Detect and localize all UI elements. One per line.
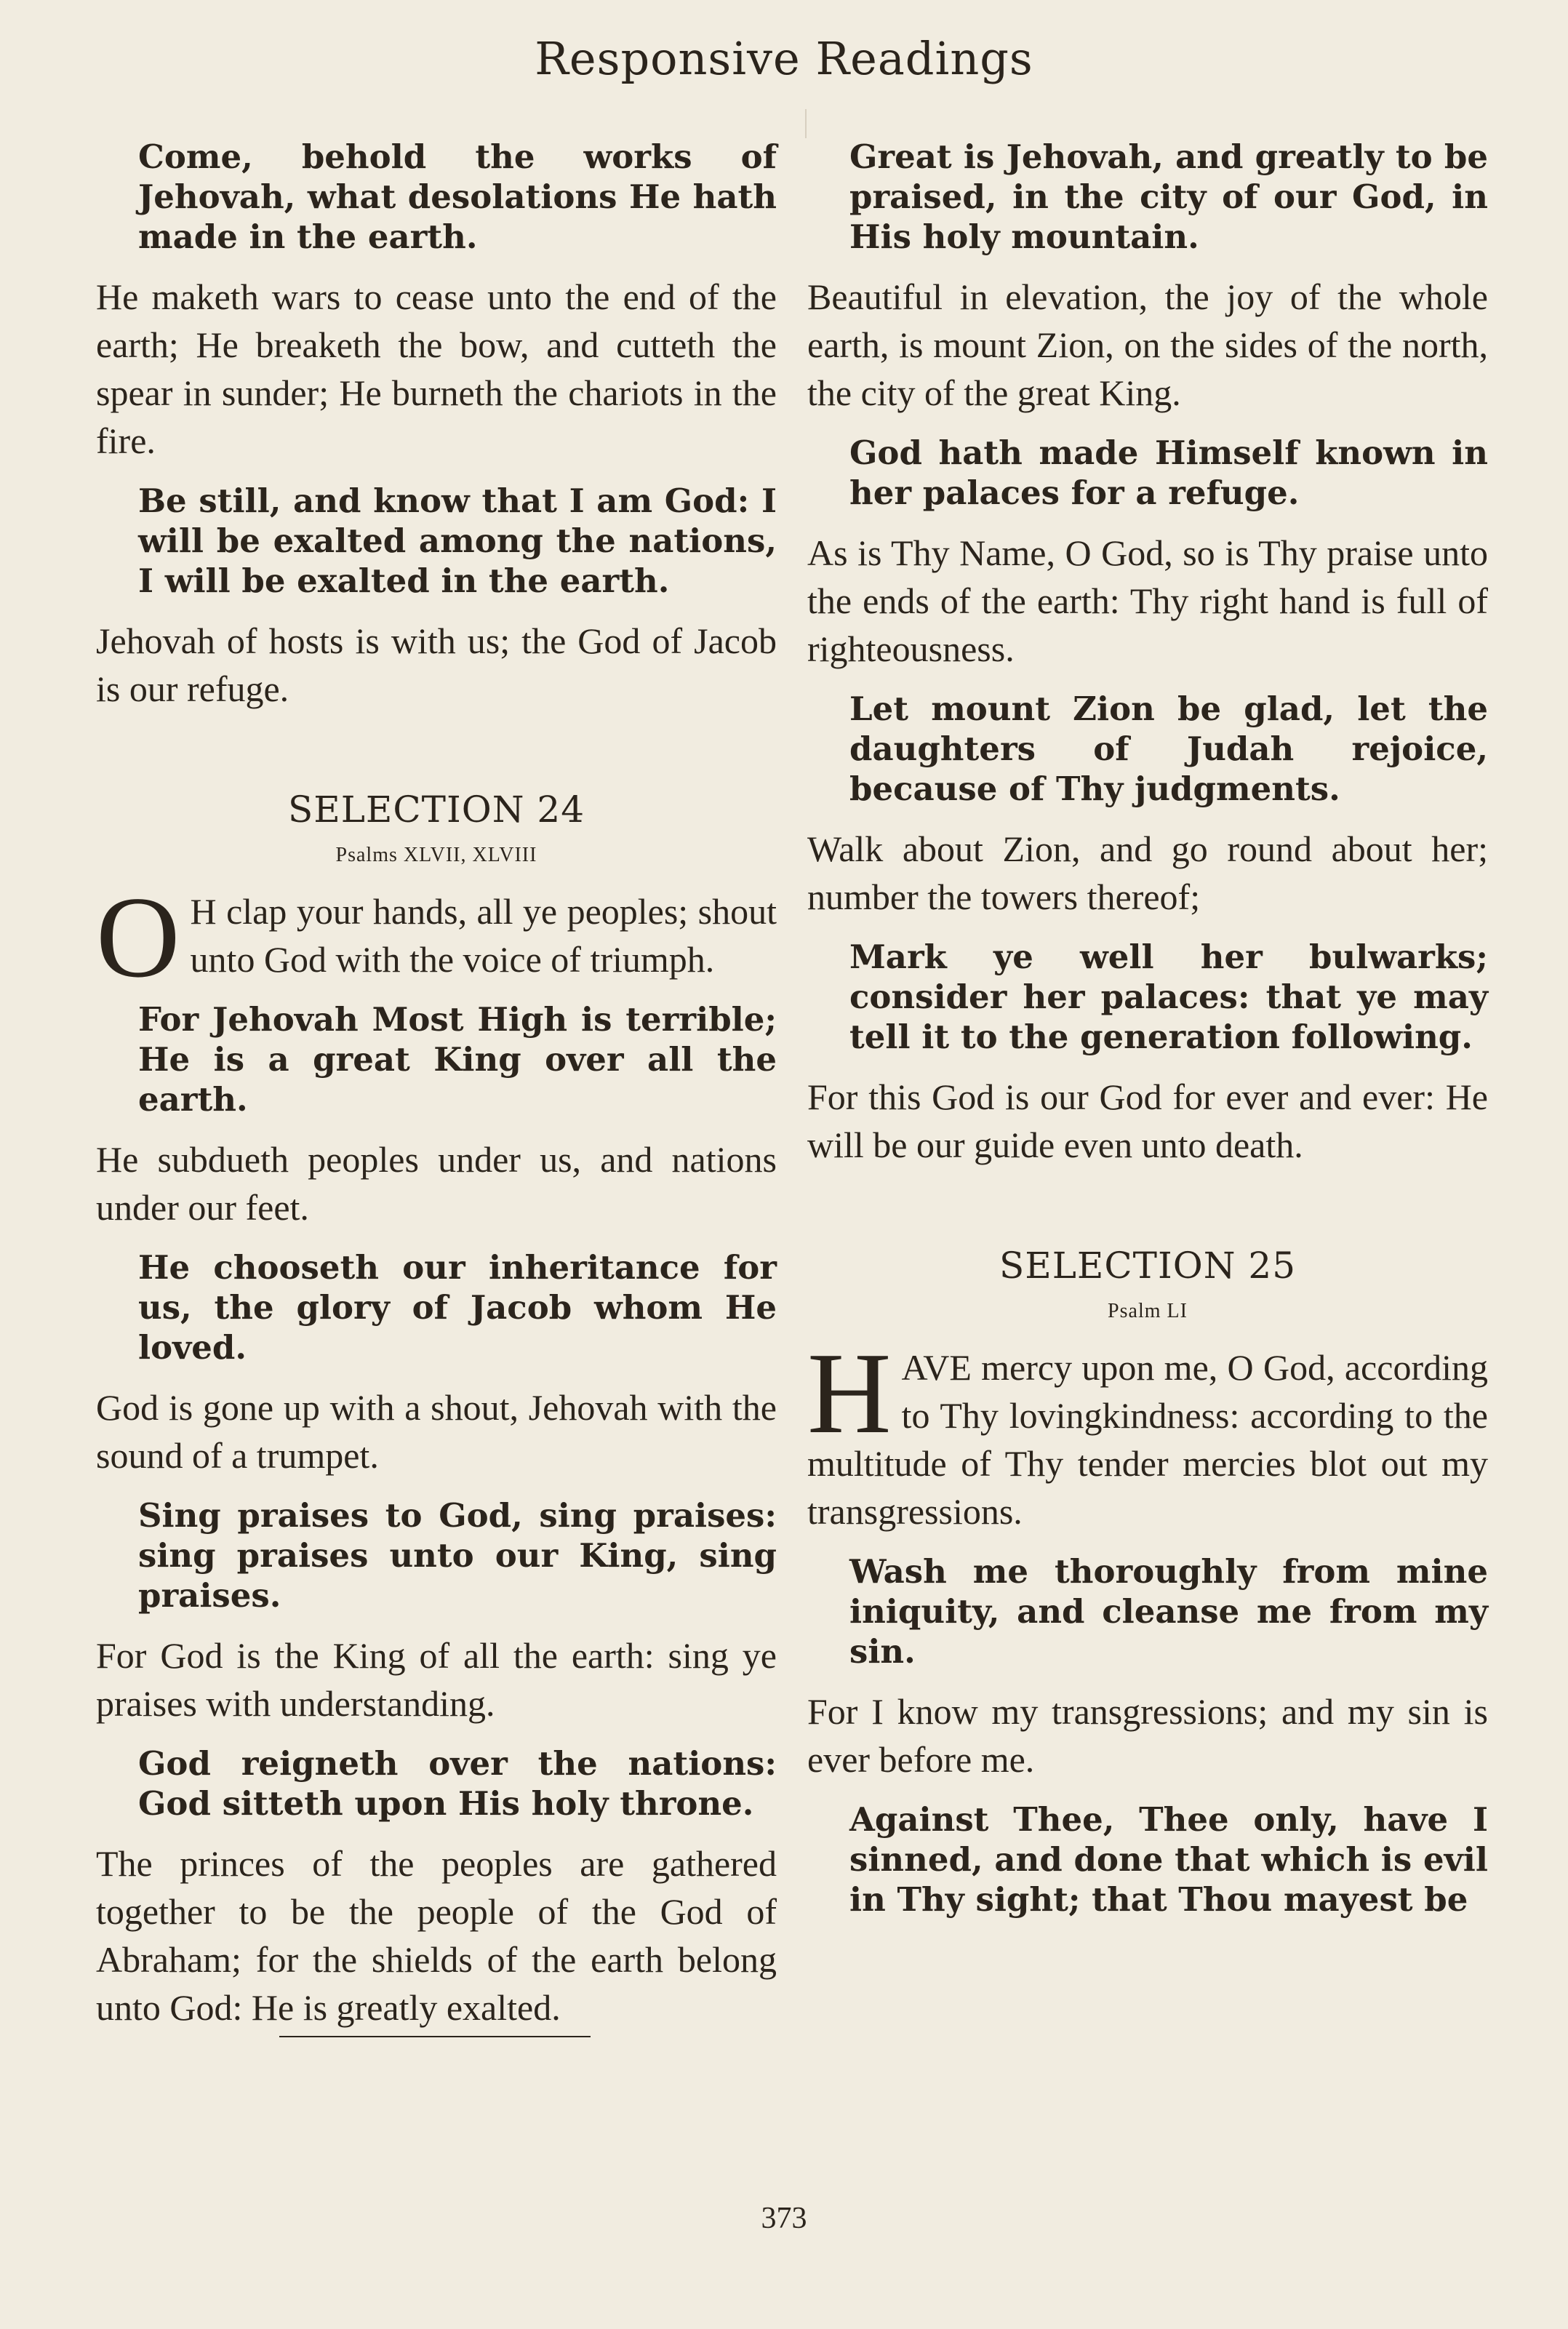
response-line: God reigneth over the nations: God sitteth upon His holy throne. — [138, 1744, 777, 1823]
response-line: Mark ye well her bulwarks; consider her palaces: that ye may tell it to the generation following. — [849, 938, 1488, 1056]
drop-cap: O — [96, 872, 180, 1002]
reading-line: He maketh wars to cease unto the end of the earth; He breaketh the bow, and cutteth the spear in sunder; He burneth the chariots in the fire. — [96, 276, 777, 461]
reading-line: He subdueth peoples under us, and nations under our feet. — [96, 1139, 777, 1228]
response-line: Sing praises to God, sing praises: sing praises unto our King, sing praises. — [138, 1496, 777, 1615]
reading-line: For God is the King of all the earth: sing ye praises with understanding. — [96, 1635, 777, 1724]
reading-line: Jehovah of hosts is with us; the God of Jacob is our refuge. — [96, 620, 777, 709]
left-column — [96, 137, 777, 2037]
selection-title: SELECTION 24 — [287, 788, 585, 831]
reading-line-opening — [96, 872, 777, 1002]
gutter-mark — [805, 109, 807, 138]
response-line: Let mount Zion be glad, let the daughters of Judah rejoice, because of Thy judgments. — [849, 690, 1488, 808]
opening-text: H clap your hands, all ye peoples; shout unto God with the voice of triumph. — [190, 891, 777, 980]
response-line: Great is Jehovah, and greatly to be praised, in the city of our God, in His holy mountain. — [849, 137, 1488, 256]
reading-line: As is Thy Name, O God, so is Thy praise unto the ends of the earth: Thy right hand is full of righteousness. — [807, 532, 1488, 669]
response-line: Against Thee, Thee only, have I sinned, and done that which is evil in Thy sight; that Thou mayest be — [849, 1800, 1488, 1919]
reading-line: God is gone up with a shout, Jehovah with the sound of a trumpet. — [96, 1387, 777, 1476]
response-line: Wash me thoroughly from mine iniquity, and cleanse me from my sin. — [849, 1552, 1488, 1671]
selection-source: Psalms XLVII, XLVIII — [335, 844, 537, 866]
selection-title: SELECTION 25 — [999, 1245, 1297, 1287]
reading-line: The princes of the peoples are gathered together to be the people of the God of Abraham; for the shields of the earth belong unto God: He is greatly exalted. — [96, 1843, 777, 2028]
running-header: Responsive Readings — [535, 32, 1033, 85]
reading-line: Beautiful in elevation, the joy of the whole earth, is mount Zion, on the sides of the north, the city of the great King. — [807, 276, 1488, 413]
response-line: Be still, and know that I am God: I will be exalted among the nations, I will be exalted in the earth. — [138, 482, 777, 600]
drop-cap: H — [807, 1328, 892, 1458]
page-number: 373 — [761, 2202, 807, 2235]
reading-line: For this God is our God for ever and ever: He will be our guide even unto death. — [807, 1076, 1488, 1165]
reading-line-opening — [807, 1328, 1488, 1535]
response-line: For Jehovah Most High is terrible; He is a great King over all the earth. — [138, 1000, 777, 1119]
response-line: Come, behold the works of Jehovah, what desolations He hath made in the earth. — [138, 137, 777, 256]
reading-line: For I know my transgressions; and my sin is ever before me. — [807, 1691, 1488, 1780]
reading-line: Walk about Zion, and go round about her; number the towers thereof; — [807, 828, 1488, 917]
response-line: He chooseth our inheritance for us, the glory of Jacob whom He loved. — [138, 1248, 777, 1367]
opening-text: AVE mercy upon me, O God, according to Thy lovingkindness: according to the multitude of Thy tender mercies blot out my transgressions. — [807, 1347, 1488, 1532]
section-end-rule — [279, 2036, 591, 2037]
selection-source: Psalm LI — [1108, 1300, 1188, 1322]
right-column — [807, 137, 1488, 1935]
response-line: God hath made Himself known in her palaces for a refuge. — [849, 434, 1488, 512]
